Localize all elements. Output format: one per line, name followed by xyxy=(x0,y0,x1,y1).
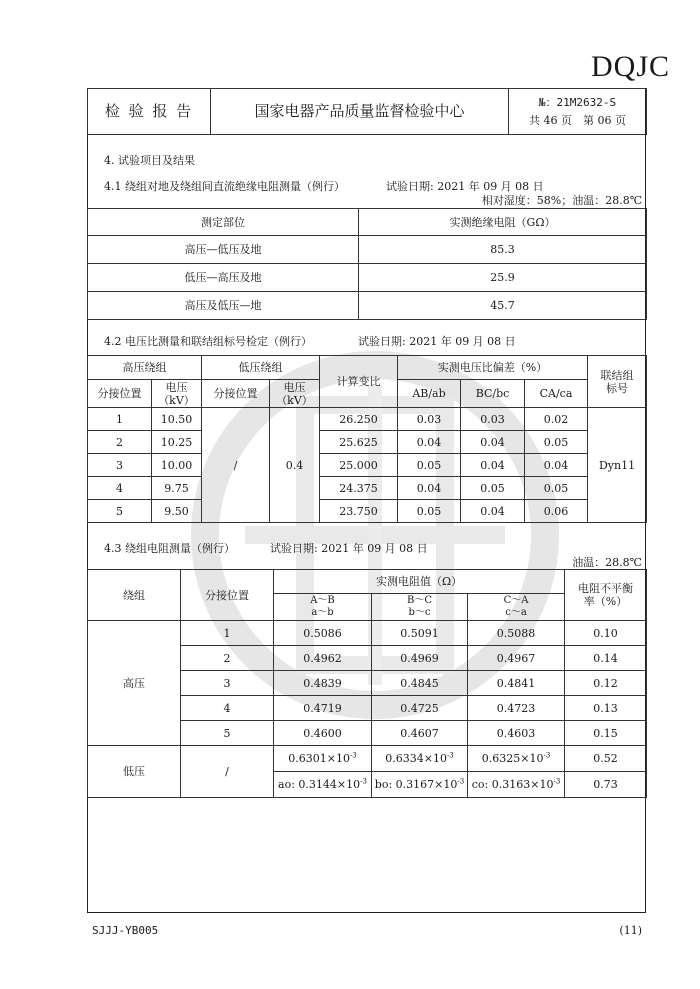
table-row: 1 10.50 / 0.4 26.250 0.03 0.03 0.02 Dyn11 xyxy=(88,408,647,431)
s43-oil-temp: 油温：28.8℃ xyxy=(572,556,642,569)
table-row: 4 0.4719 0.4725 0.4723 0.13 xyxy=(88,696,647,721)
table-row: 3 0.4839 0.4845 0.4841 0.12 xyxy=(88,671,647,696)
page-count: 共 46 页 第 06 页 xyxy=(529,113,626,127)
table-row: 2 0.4962 0.4969 0.4967 0.14 xyxy=(88,646,647,671)
report-header xyxy=(87,88,647,135)
s42-date: 试验日期: 2021 年 09 月 08 日 xyxy=(358,335,516,348)
lv-voltage-cell: 0.4 xyxy=(270,408,320,523)
table-row: 高压及低压—地 45.7 xyxy=(88,292,647,320)
table-row: 3 10.00 25.000 0.05 0.04 0.04 xyxy=(88,454,647,477)
report-number: №：21M2632-S xyxy=(538,95,617,109)
measured-header: 实测电阻值（Ω） xyxy=(274,570,565,594)
table-row: 4 9.75 24.375 0.04 0.05 0.05 xyxy=(88,477,647,500)
page-label: (11) xyxy=(619,924,642,937)
table-row: ao: $0.3144\times 10^{-3}$ bo: $0.3167\times 10^{-3}$ co: $0.3163\times 10^{-3}$ 0.73 xyxy=(88,772,647,798)
lv-tap: / xyxy=(181,746,274,798)
resistance-table: 绕组 分接位置 实测电阻值（Ω） 电阻不平衡率（%） A～B a～b B～C b～c C～A c～a 高压 1 0.5086 0.5091 0.5088 0.10 2 0.4962 0.4969 0.4967 0.14 3 0.4839 0.4845 0.4841 0.12 4 0.4719 0.4725 0.4723 0.13 5 0.4600 0.4607 0.4603 0.15 低压 / $0.6301\times 10^{-3}$ $0.6334\times 10^{-3}$ $0.6325\times 10^{-3}$ 0.52 ao: $0.3144\times 10^{-3}$ bo: $0.3167\times 10^{-3}$ co: $0.3163\times 10^{-3}$ 0.73 xyxy=(87,569,647,798)
table-row: 高压—低压及地 85.3 xyxy=(88,236,647,264)
table-row: 5 9.50 23.750 0.05 0.04 0.06 xyxy=(88,500,647,523)
org-name: 国家电器产品质量监督检验中心 xyxy=(211,89,509,135)
lv-winding-header: 低压绕组 xyxy=(202,356,320,380)
table-row: 2 10.25 25.625 0.04 0.04 0.05 xyxy=(88,431,647,454)
s43-date: 试验日期: 2021 年 09 月 08 日 xyxy=(270,542,428,555)
tap-header: 分接位置 xyxy=(181,570,274,621)
vector-group-header: 联结组标号 xyxy=(588,356,647,408)
form-code: SJJJ-YB005 xyxy=(92,924,159,937)
table-row: 低压—高压及地 25.9 xyxy=(88,264,647,292)
vector-group-value: Dyn11 xyxy=(588,408,647,523)
hv-winding-header: 高压绕组 xyxy=(88,356,202,380)
s41-title: 4.1 绕组对地及绕组间直流绝缘电阻测量（例行） xyxy=(104,180,345,193)
section-heading: 4. 试验项目及结果 xyxy=(104,154,195,167)
insulation-table xyxy=(87,208,647,320)
col-insulation: 实测绝缘电阻（GΩ） xyxy=(359,209,647,236)
table-row: 低压 / $0.6301\times 10^{-3}$ $0.6334\times 10^{-3}$ $0.6325\times 10^{-3}$ 0.52 xyxy=(88,746,647,772)
unbalance-header: 电阻不平衡率（%） xyxy=(565,570,647,621)
deviation-header: 实测电压比偏差（%） xyxy=(398,356,588,380)
ratio-table: 高压绕组 低压绕组 计算变比 实测电压比偏差（%） 联结组标号 分接位置 电压（kV） 分接位置 电压（kV） AB/ab BC/bc CA/ca 1 10.50 / 0.4 26.250 0.03 0.03 0.02 Dyn11 2 10.25 25.625 0.04 0.04 0.05 3 10.00 25.000 0.05 0.04 0.04 4 9.75 24.375 0.04 0.05 0.05 5 9.50 23.750 0.05 0.04 0.06 xyxy=(87,355,647,523)
winding-header: 绕组 xyxy=(88,570,181,621)
brand-mark: DQJC xyxy=(590,50,670,83)
lv-tap-cell: / xyxy=(202,408,270,523)
s41-date: 试验日期: 2021 年 09 月 08 日 xyxy=(386,180,544,193)
s42-title: 4.2 电压比测量和联结组标号检定（例行） xyxy=(104,335,312,348)
calc-ratio-header: 计算变比 xyxy=(320,356,398,408)
s43-title: 4.3 绕组电阻测量（例行） xyxy=(104,542,235,555)
col-part: 测定部位 xyxy=(88,209,359,236)
lv-label: 低压 xyxy=(88,746,181,798)
s41-conditions: 相对湿度：58%；油温：28.8℃ xyxy=(481,194,642,207)
table-row: 高压 1 0.5086 0.5091 0.5088 0.10 xyxy=(88,621,647,646)
report-title: 检 验 报 告 xyxy=(88,89,211,135)
table-row: 5 0.4600 0.4607 0.4603 0.15 xyxy=(88,721,647,746)
hv-label: 高压 xyxy=(88,621,181,746)
